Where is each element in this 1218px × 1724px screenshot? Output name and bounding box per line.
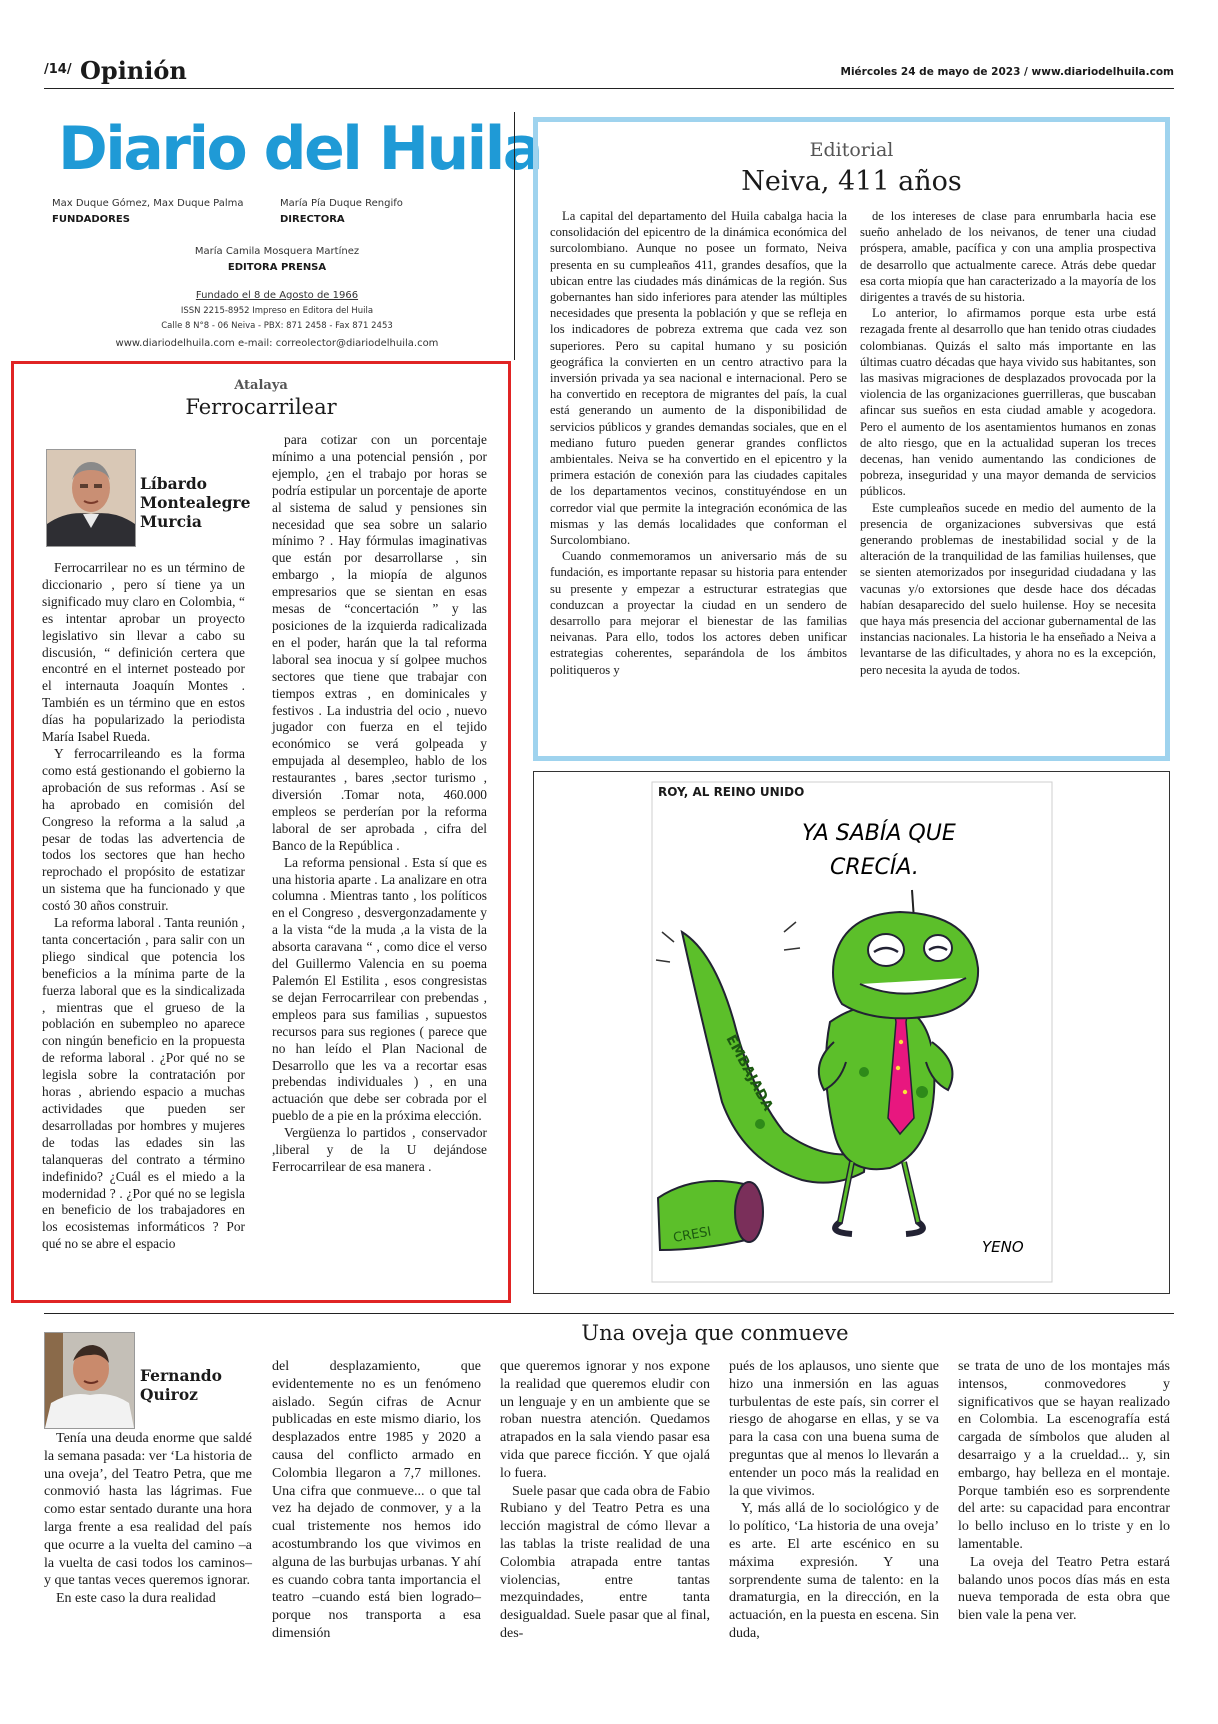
bottom-paragraph: Y, más allá de lo sociológico y de lo político, ‘La historia de una oveja’ es arte. El arte escénico en su máxima expresión. Y una sorprendente suma de talento: en la dramaturgia, en la dirección, en la actuación, en la puesta en escena. Sin duda, (729, 1501, 939, 1641)
editorial-paragraph: Lo anterior, lo afirmamos porque esta urbe está rezagada frente al desarrollo que han tenido otras ciudades colombianas. Quizás el salto más importante en las últimas cuatro décadas que haya vivido sus habitantes, son las masivas migraciones de desplazados provocada por la violencia de las organizaciones guerrilleras, que buscaban afincar sus sueños en esta ciudad amable y acogedora. Pero el aumento de los asentamientos humanos en zonas de alto riesgo, que en la actualidad superan los treces decenas, han venido aumentando las condiciones de pobreza, inseguridad y una mayor demanda de servicios públicos. (860, 306, 1156, 499)
bottom-paragraph: Suele pasar que cada obra de Fabio Rubiano y del Teatro Petra es una lección magistral de cómo llevar a las tablas la triste realidad de una Colombia atrapada entre tantas violencias, entre tantas mezquindades, entre tanta desigualdad. Suele pasar que al final, des- (500, 1483, 710, 1641)
masthead-logo: Diario del Huila (58, 114, 541, 184)
bottom-column-2 (272, 1358, 481, 1643)
atalaya-paragraph: Vergüenza lo partidos , conservador ,liberal y de la U dejándose Ferrocarrilear de esa manera . (272, 1125, 487, 1174)
bottom-paragraph: Tenía una deuda enorme que saldé la semana pasada: ver ‘La historia de una oveja’, del Teatro Petra, que me conmovió hasta las lágrimas. Fue como estar sentado durante una hora larga frente a esa realidad del país que ocurre a la vuelta del camino –a la vuelta de casi todos los caminos– y que tantas veces queremos ignorar. (44, 1431, 252, 1589)
bottom-section-rule (44, 1313, 1174, 1314)
editorial-column-1 (550, 208, 847, 678)
tail-label: EMBAJADA (722, 1032, 776, 1114)
atalaya-highlight-box (11, 361, 511, 1303)
editorial-paragraph: Este cumpleaños sucede en medio del aumento de la presencia de organizaciones subversivas que está generando problemas de inestabilidad social y de la alteración de la tranquilidad de las familias huilenses, que se sienten atemorizados por inseguridad ciudadana y las vacunas y/o extorsiones que desde hace dos décadas habían desaparecido del suelo huilense. Hoy se necesita que haya más presencia del accionar gubernamental de las instancias nacionales. La historia le ha enseñado a Neiva a levantarse de las dificultades, y ahora no es la excepción, pero necesita la ayuda de todos. (860, 500, 1156, 677)
bottom-paragraph: En este caso la dura realidad (56, 1591, 216, 1607)
atalaya-paragraph: para cotizar con un porcentaje mínimo a una potencial pensión , por ejemplo, ¿en el trabajo por horas se podría estipular un porcentaje de aporte al sistema de salud y pensiones sin necesidad que sea sobre un salario mínimo ? . Hay fórmulas imaginativas que están por desarrollarse , sin embargo , la miopía de algunos empresarios que se sientan en esas mesas de “concertación ” y las posiciones de la izquierda radicalizada en el poder, harán que la tal reforma laboral sea inocua y sí golpee muchos sectores que tiene que trabajar con tiempos extras , en dominicales y festivos . La industria del ocio , nuevo jugador con fuerza en el tejido económico se verá golpeada y empujada al desempleo, hablo de los restaurantes , bares ,sector turismo , diversión .Tomar nota, 460.000 empleos se perderían por la reforma laboral de ser aprobada , cifra del Banco de la República . (272, 432, 487, 853)
bottom-column-1 (44, 1430, 252, 1608)
editor-name: María Camila Mosquera Martínez (194, 246, 360, 257)
address-line: Calle 8 N°8 - 06 Neiva - PBX: 871 2458 - Fax 871 2453 (161, 321, 393, 331)
author-photo (44, 1332, 135, 1429)
cartoon-caption: ROY, AL REINO UNIDO (658, 785, 805, 799)
cartoon-panel (533, 771, 1170, 1294)
contact-line: www.diariodelhuila.com e-mail: correolector@diariodelhuila.com (115, 338, 439, 349)
cartoon-signature: YENO (982, 1238, 1024, 1256)
editorial-paragraph: Cuando conmemoramos un aniversario más de su fundación, es importante repasar su historia para entender su presente y empezar a estructurar estrategias que conduzcan a proyectar la ciudad en un sendero de desarrollo para mejorar el bienestar de las familias neivanas. Para ello, todos los actores deben unificar estrategias coherentes, separándola de los ámbitos politiqueros y (550, 549, 847, 677)
issn-line: ISSN 2215-8952 Impreso en Editora del Huila (180, 306, 374, 316)
founders-names: Max Duque Gómez, Max Duque Palma (52, 198, 244, 209)
editorial-paragraph: de los intereses de clase para enrumbarla hacia ese sueño anhelado de los neivanos, de tener una ciudad próspera, amable, pacífica y con una amplia prospectiva de desarrollo que actualmente carece. Atrás debe quedar esa corta miopía que han caracterizado a la mayoría de los dirigentes a través de su historia. (860, 209, 1156, 305)
bottom-author: Fernando Quiroz (140, 1366, 222, 1404)
speech-text-line1: YA SABÍA QUE (802, 821, 956, 846)
bottom-paragraph: que queremos ignorar y nos expone la realidad que queremos eludir con un lenguaje y en un ambiente que se roban nuestra atención. Quedamos atrapados en la sala viendo pasar esa vida que parece ficción. Y que ojalá lo fuera. (500, 1359, 710, 1481)
date-site-line: Miércoles 24 de mayo de 2023 / www.diariodelhuila.com (840, 66, 1174, 78)
author-portrait-icon (47, 450, 135, 546)
atalaya-paragraph: La reforma pensional . Esta sí que es una historia aparte . La analizare en otra columna . Mientras tanto , los políticos en el Congreso , desvergonzadamente y a la vista “de la muda ,a la vista de la absorta caravana “ , como dice el verso del Guillermo Valencia en su poema Palemón El Estilita , esos congresistas se dejan Ferrocarrilear con prebendas , empleos para sus familias , supuestos recursos para sus regiones ( parece que no han leído el Plan Nacional de Desarrollo que les va a recortar esas prebendas individuales ) , en una actuación que debe ser cobrada por el pueblo de a pie en la próxima elección. (272, 854, 487, 1124)
page-number: /14/ (44, 62, 72, 77)
bottom-column-3 (500, 1358, 710, 1643)
atalaya-title: Ferrocarrilear (185, 395, 337, 419)
bottom-column-5 (958, 1358, 1170, 1625)
speech-text-line2: CRECÍA. (830, 855, 919, 880)
cartoon-illustration (534, 772, 1168, 1292)
editorial-title: Neiva, 411 años (741, 166, 962, 197)
atalaya-kicker: Atalaya (234, 378, 288, 393)
editorial-column-2 (860, 208, 1156, 678)
director-name: María Pía Duque Rengifo (280, 198, 403, 209)
bottom-column-4 (729, 1358, 939, 1643)
ground-label: CRESI (672, 1224, 713, 1246)
masthead-divider (514, 112, 515, 360)
author-portrait-icon (45, 1333, 134, 1428)
masthead (44, 90, 541, 360)
atalaya-author: Líbardo Montealegre Murcia (140, 474, 251, 531)
editorial-box (533, 117, 1170, 761)
editorial-paragraph: La capital del departamento del Huila cabalga hacia la consolidación del epicentro de la dinámica económica del surcolombiano. Aunque no posee un formato, Neiva presenta en su cumpleaños 411, grandes desafíos, que la ubican entre las ciudades más dinámicas de la región. Sus gobernantes han sido inferiores para atender las múltiples necesidades que presenta la población y que se refleja en los indicadores de pobreza extrema que cada vez son superiores. Pero su capital humano y su posición geográfica la convierten en un centro atractivo para la inversión privada ya sea nacional e internacional. Pero se ha convertido en receptora de migrantes del país, la cual está generando un aumento de la disponibilidad de servicios públicos y grandes demandas sociales, que en el mediano futuro pueden generar grandes conflictos ambientales. Neiva se ha convertido en el epicentro y la primera estación de conexión para las ciudades capitales de los departamentos vecinos, constituyéndose en un corredor vial que permite la integración económica de las mismas y las demás localidades que conforman el Surcolombiano. (550, 209, 847, 548)
editorial-kicker: Editorial (809, 139, 894, 161)
bottom-paragraph: se trata de uno de los montajes más intensos, conmovedores y significativos que se hayan realizado en Colombia. La escenografía está cargada de símbolos que aluden al desarraigo y a la crueldad... y, sin embargo, hay belleza en el montaje. Porque también eso es sorprendente del arte: su capacidad para encontrar lo bello incluso en lo triste y en lo lamentable. (958, 1359, 1170, 1552)
bottom-paragraph: del desplazamiento, que evidentemente no es un fenómeno aislado. Según cifras de Acnur publicadas en este mismo diario, los desplazados entre 1985 y 2020 a causa del conflicto armado en Colombia llegaron a 7,7 millones. Una cifra que conmueve... o que tal vez ha dejado de conmover, y a la cual tristemente nos hemos ido acostumbrando los que vivimos en alguna de las burbujas urbanas. Y ahí es cuando cobra tanta importancia el teatro –cuando está bien logrado– porque nos transporta a esa dimensión (272, 1359, 481, 1641)
atalaya-paragraph: Y ferrocarrileando es la forma como está gestionando el gobierno la aprobación de sus reformas . Así se ha aprobado en comisión del Congreso la reforma a la salud ,a pesar de todas las advertencia de todos los sectores que han hecho reprochado el propósito de estatizar un sistema que ha funcionado y que costó 30 años construir. (42, 745, 245, 914)
bottom-paragraph: pués de los aplausos, uno siente que hizo una inmersión en las aguas turbulentas de este país, sin correr el riesgo de ahogarse en ellas, y se va para la casa con una buena suma de preguntas que al menos lo llevarán a entender un poco más la realidad en la que vivimos. (729, 1359, 939, 1499)
atalaya-column-1 (42, 560, 245, 1253)
director-label: DIRECTORA (280, 214, 345, 225)
atalaya-paragraph: La reforma laboral . Tanta reunión , tanta concertación , para salir con un pliego sindical que potencia los beneficios a la mínima parte de la fuerza laboral que es la sindicalizada , mientras que el grueso de la población en subempleo no aparece con ningún beneficio en la propuesta de reforma laboral . ¿Por qué no se legisla sobre la contratación por horas , abriendo espacio a muchas actividades que pueden ser desarrolladas por hombres y mujeres de todas las edades sin las talanqueras del contrato a término indefinido? ¿Cuál es el miedo a la modernidad ? . ¿Por qué no se legisla en beneficio de los trabajadores en los ecosistemas informáticos ? Por qué no se abre el espacio (42, 915, 245, 1252)
bottom-article-title: Una oveja que conmueve (581, 1321, 849, 1345)
editor-label: EDITORA PRENSA (227, 262, 327, 273)
author-photo (46, 449, 136, 547)
bottom-paragraph: La oveja del Teatro Petra estará balando unos pocos días más en esta nueva temporada de esta obra que bien vale la pena ver. (958, 1554, 1170, 1624)
section-title: Opinión (80, 56, 187, 85)
founded-line: Fundado el 8 de Agosto de 1966 (195, 290, 359, 301)
founders-label: FUNDADORES (52, 214, 130, 225)
header-rule (44, 88, 1174, 89)
atalaya-column-2 (272, 432, 487, 1176)
atalaya-paragraph: Ferrocarrilear no es un término de diccionario , pero sí tiene ya un significado muy claro en Colombia, “ es intentar aprobar un proyecto legislativo sin llevar a cabo su discusión, “ definición certera que encontré en el internet posteado por el internauta Joaquín Montes . También es un término que en estos días ha popularizado la periodista María Isabel Rueda. (42, 560, 245, 745)
